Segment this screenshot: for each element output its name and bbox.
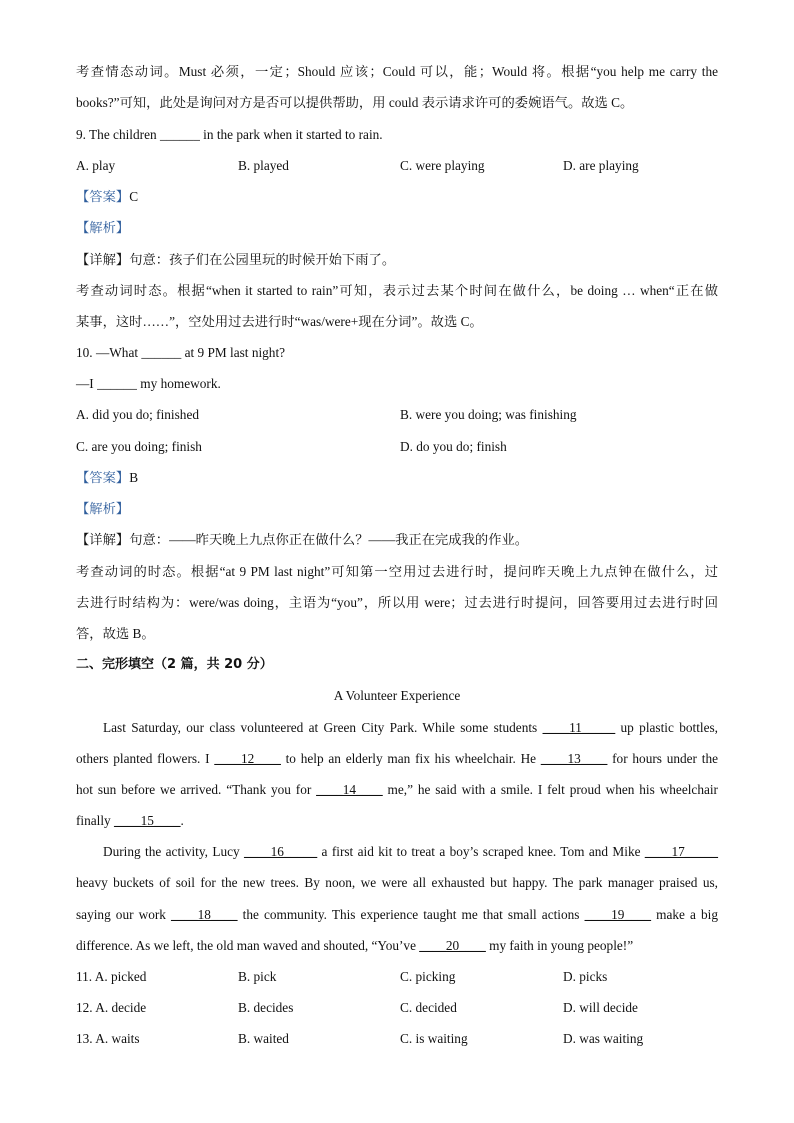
q9-option-a: A. play	[76, 158, 116, 173]
passage-text: During the activity, Lucy	[103, 844, 245, 859]
answer-value: C	[129, 189, 139, 204]
q9-explanation-line2: 某事，这时……”，空处用过去进行时“was/were+现在分词”。故选 C。	[76, 314, 483, 329]
q8-explanation-line1: 考查情态动词。Must 必须，一定；Should 应该；Could 可以，能；Would 将。根据“you help me carry the	[76, 64, 718, 79]
q9-stem-pre: 9. The children	[76, 127, 160, 142]
passage-line	[76, 811, 718, 831]
q9-analysis-tag: 【解析】	[76, 220, 130, 235]
passage-text: difference. As we left, the old man waved and shouted, “You’ve	[76, 938, 420, 953]
blank-16: ____16_____	[244, 844, 318, 859]
passage-text: for hours under the	[607, 751, 719, 766]
blank-12: ____12____	[214, 751, 281, 766]
passage-line	[76, 873, 718, 893]
detail-tag: 【详解】	[76, 252, 130, 267]
q12-option-c: C. decided	[400, 1000, 457, 1015]
q9-option-c: C. were playing	[400, 158, 485, 173]
answer-tag: 【答案】	[76, 189, 130, 204]
q9-stem	[76, 125, 718, 145]
blank-11: ____11_____	[542, 720, 616, 735]
q10-stem2-pre: —I	[76, 376, 98, 391]
q10-stem1-post: at 9 PM last night?	[181, 345, 286, 360]
q10-stem-line2	[76, 374, 718, 394]
passage-line	[76, 718, 718, 738]
blank-13: ____13____	[540, 751, 608, 766]
detail-text: 句意：孩子们在公园里玩的时候开始下雨了。	[129, 252, 396, 267]
passage-text: my faith in young people!”	[485, 938, 634, 953]
q12-option-d: D. will decide	[563, 1000, 638, 1015]
q10-analysis-tag: 【解析】	[76, 501, 130, 516]
passage-text: make a big	[651, 907, 718, 922]
passage-text: Last Saturday, our class volunteered at Green City Park. While some students	[103, 720, 543, 735]
q13-option-b: B. waited	[238, 1031, 289, 1046]
q9-answer	[76, 187, 718, 207]
q10-blank-1: ______	[141, 345, 182, 360]
q9-detail	[76, 250, 718, 270]
q9-blank: ______	[159, 127, 200, 142]
answer-value: B	[129, 470, 139, 485]
q10-explanation-line3: 答，故选 B。	[76, 626, 155, 641]
blank-14: ____14____	[316, 782, 383, 797]
blank-19: ____19____	[584, 907, 652, 922]
passage-text: finally	[76, 813, 115, 828]
q10-explanation-line2: 去进行时结构为：were/was doing，主语为“you”，所以用 were；过去进行时提问，回答要用过去进行时回	[76, 595, 718, 610]
q10-detail	[76, 530, 718, 550]
q10-stem-line1	[76, 343, 718, 363]
q8-explanation-line2: books?”可知，此处是询问对方是否可以提供帮助，用 could 表示请求许可的委婉语气。故选 C。	[76, 95, 634, 110]
q13-option-c: C. is waiting	[400, 1031, 468, 1046]
q13-option-a: 13. A. waits	[76, 1031, 140, 1046]
passage-text: up plastic bottles,	[615, 720, 718, 735]
q9-option-d: D. are playing	[563, 158, 639, 173]
q9-stem-post: in the park when it started to rain.	[199, 127, 383, 142]
answer-tag: 【答案】	[76, 470, 130, 485]
blank-18: ____18____	[171, 907, 238, 922]
passage-text: others planted flowers. I	[76, 751, 215, 766]
q10-blank-2: ______	[97, 376, 137, 391]
q9-option-b: B. played	[238, 158, 289, 173]
q12-option-b: B. decides	[238, 1000, 294, 1015]
blank-17: ____17_____	[644, 844, 718, 859]
q11-option-d: D. picks	[563, 969, 608, 984]
passage-title: A Volunteer Experience	[333, 688, 461, 703]
passage-text: me,” he said with a smile. I felt proud when his wheelchair	[382, 782, 718, 797]
q11-option-c: C. picking	[400, 969, 456, 984]
q11-option-b: B. pick	[238, 969, 277, 984]
passage-text: the community. This experience taught me that small actions	[237, 907, 585, 922]
passage-line	[76, 749, 718, 769]
q10-option-b: B. were you doing; was finishing	[400, 407, 577, 422]
q10-stem2-post: my homework.	[136, 376, 221, 391]
q11-option-a: 11. A. picked	[76, 969, 147, 984]
passage-text: to help an elderly man fix his wheelchair. He	[280, 751, 541, 766]
section-heading: 二、完形填空（2 篇，共 20 分）	[76, 657, 273, 672]
q10-option-d: D. do you do; finish	[400, 439, 507, 454]
passage-text: .	[180, 813, 184, 828]
blank-20: ____20____	[419, 938, 486, 953]
q10-stem1-pre: 10. —What	[76, 345, 142, 360]
passage-text: hot sun before we arrived. “Thank you for	[76, 782, 317, 797]
detail-text: 句意：——昨天晚上九点你正在做什么？——我正在完成我的作业。	[129, 532, 529, 547]
q10-answer	[76, 468, 718, 488]
passage-text: heavy buckets of soil for the new trees. By noon, we were all exhausted but happy. The park manager praised us,	[76, 875, 718, 890]
q12-option-a: 12. A. decide	[76, 1000, 147, 1015]
detail-tag: 【详解】	[76, 532, 130, 547]
passage-line	[76, 780, 718, 800]
q10-explanation-line1: 考查动词的时态。根据“at 9 PM last night”可知第一空用过去进行时，提问昨天晚上九点钟在做什么，过	[76, 564, 718, 579]
q10-option-c: C. are you doing; finish	[76, 439, 202, 454]
passage-line	[76, 905, 718, 925]
q10-option-a: A. did you do; finished	[76, 407, 199, 422]
passage-text: a first aid kit to treat a boy’s scraped knee. Tom and Mike	[317, 844, 645, 859]
q13-option-d: D. was waiting	[563, 1031, 644, 1046]
passage-text: saying our work	[76, 907, 172, 922]
q9-explanation-line1: 考查动词时态。根据“when it started to rain”可知，表示过去某个时间在做什么，be doing … when“正在做	[76, 283, 718, 298]
passage-line	[76, 842, 718, 862]
passage-line	[76, 936, 718, 956]
blank-15: ____15____	[114, 813, 181, 828]
